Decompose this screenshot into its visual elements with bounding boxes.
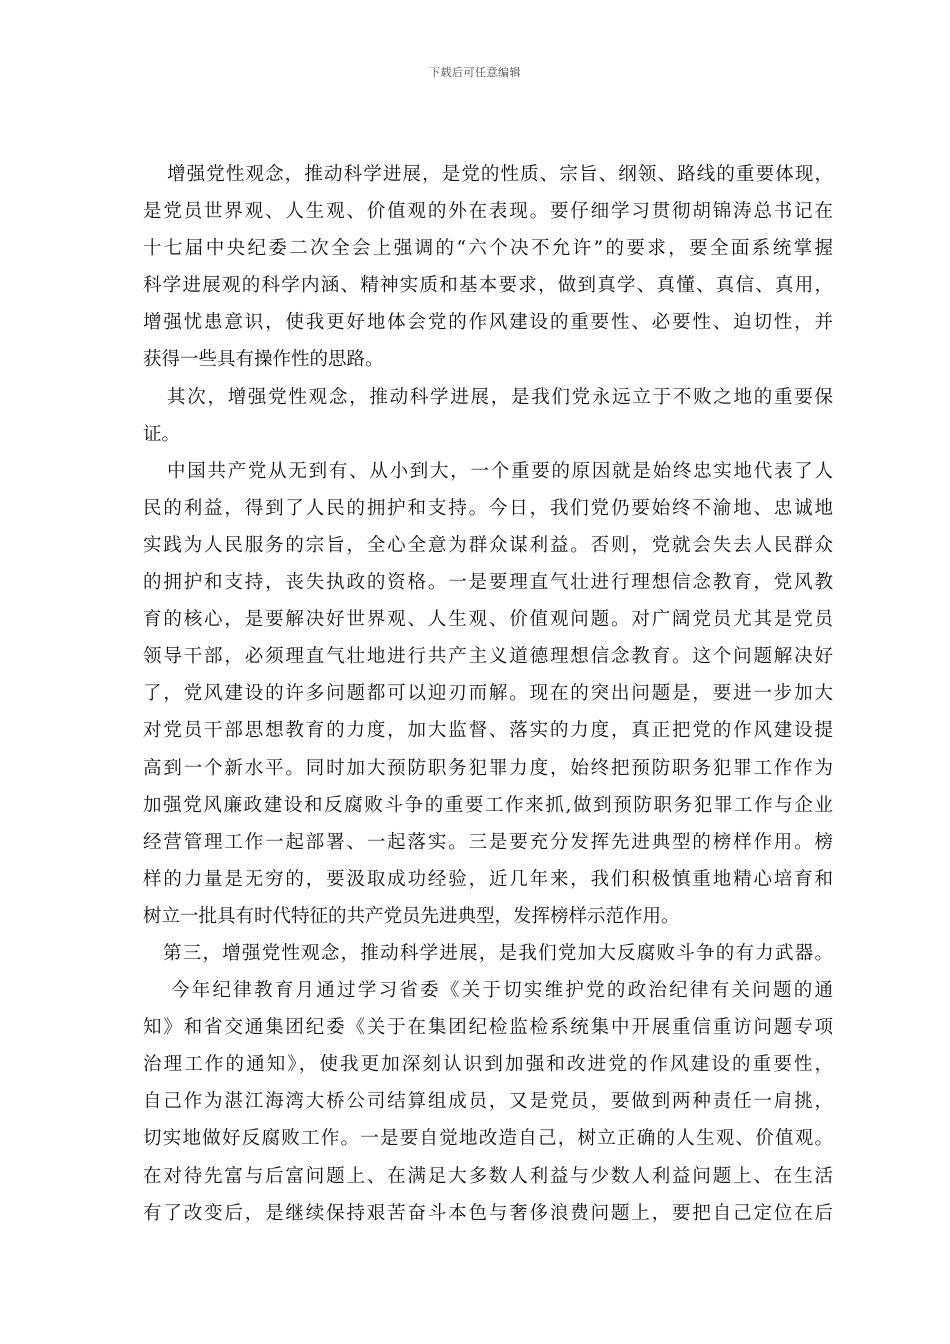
text-line: 加强党风廉政建设和反腐败斗争的重要工作来抓,做到预防职务犯罪工作与企业 bbox=[143, 794, 833, 816]
text-line: 切实地做好反腐败工作。一是要自觉地改造自己，树立正确的人生观、价值观。 bbox=[143, 1128, 833, 1150]
text-line: 今年纪律教育月通过学习省委《关于切实维护党的政治纪律有关问题的通 bbox=[171, 980, 833, 1002]
text-line: 知》和省交通集团纪委《关于在集团纪检监检系统集中开展重信重访问题专项 bbox=[143, 1017, 833, 1039]
text-line: 育的核心，是要解决好世界观、人生观、价值观问题。对广阔党员尤其是党员 bbox=[143, 609, 833, 631]
text-line: 治理工作的通知》，使我更加深刻认识到加强和改进党的作风建设的重要性， bbox=[143, 1054, 833, 1076]
document-body bbox=[143, 156, 833, 1232]
text-line: 十七届中央纪委二次全会上强调的“六个决不允许”的要求，要全面系统掌握 bbox=[143, 238, 833, 260]
text-line: 增强党性观念，推动科学进展，是党的性质、宗旨、纲领、路线的重要体现， bbox=[167, 164, 833, 185]
text-line: 领导干部，必须理直气壮地进行共产主义道德理想信念教育。这个问题解决好 bbox=[143, 646, 833, 668]
page-header: 下载后可任意编辑 bbox=[429, 66, 521, 79]
text-line: 是党员世界观、人生观、价值观的外在表现。要仔细学习贯彻胡锦涛总书记在 bbox=[143, 201, 833, 223]
text-line: 第三，增强党性观念，推动科学进展，是我们党加大反腐败斗争的有力武器。 bbox=[163, 942, 833, 964]
text-line: 证。 bbox=[143, 423, 181, 445]
text-line: 获得一些具有操作性的思路。 bbox=[143, 349, 384, 371]
text-line: 对党员干部思想教育的力度，加大监督、落实的力度，真正把党的作风建设提 bbox=[143, 720, 833, 742]
text-line: 自己作为湛江海湾大桥公司结算组成员，又是党员，要做到两种责任一肩挑， bbox=[143, 1091, 833, 1113]
text-line: 的拥护和支持，丧失执政的资格。一是要理直气壮进行理想信念教育，党风教 bbox=[143, 572, 833, 594]
text-line: 实践为人民服务的宗旨，全心全意为群众谋利益。否则，党就会失去人民群众 bbox=[143, 534, 833, 556]
text-line: 增强忧患意识，使我更好地体会党的作风建设的重要性、必要性、迫切性，并 bbox=[143, 312, 833, 334]
text-line: 样的力量是无穷的，要汲取成功经验，近几年来，我们积极慎重地精心培育和 bbox=[143, 868, 833, 890]
text-line: 树立一批具有时代特征的共产党员先进典型，发挥榜样示范作用。 bbox=[143, 905, 680, 927]
text-line: 有了改变后，是继续保持艰苦奋斗本色与奢侈浪费问题上，要把自己定位在后 bbox=[143, 1202, 833, 1224]
text-line: 民的利益，得到了人民的拥护和支持。今日，我们党仍要始终不渝地、忠诚地 bbox=[143, 497, 833, 519]
text-line: 高到一个新水平。同时加大预防职务犯罪力度，始终把预防职务犯罪工作作为 bbox=[143, 757, 833, 779]
text-line: 其次，增强党性观念，推动科学进展，是我们党永远立于不败之地的重要保 bbox=[167, 386, 833, 408]
text-line: 经营管理工作一起部署、一起落实。三是要充分发挥先进典型的榜样作用。榜 bbox=[143, 831, 833, 853]
text-line: 了，党风建设的许多问题都可以迎刃而解。现在的突出问题是，要进一步加大 bbox=[143, 683, 833, 705]
text-line: 科学进展观的科学内涵、精神实质和基本要求，做到真学、真懂、真信、真用， bbox=[143, 275, 833, 297]
text-line: 中国共产党从无到有、从小到大，一个重要的原因就是始终忠实地代表了人 bbox=[167, 460, 833, 482]
text-line: 在对待先富与后富问题上、在满足大多数人利益与少数人利益问题上、在生活 bbox=[143, 1165, 833, 1187]
